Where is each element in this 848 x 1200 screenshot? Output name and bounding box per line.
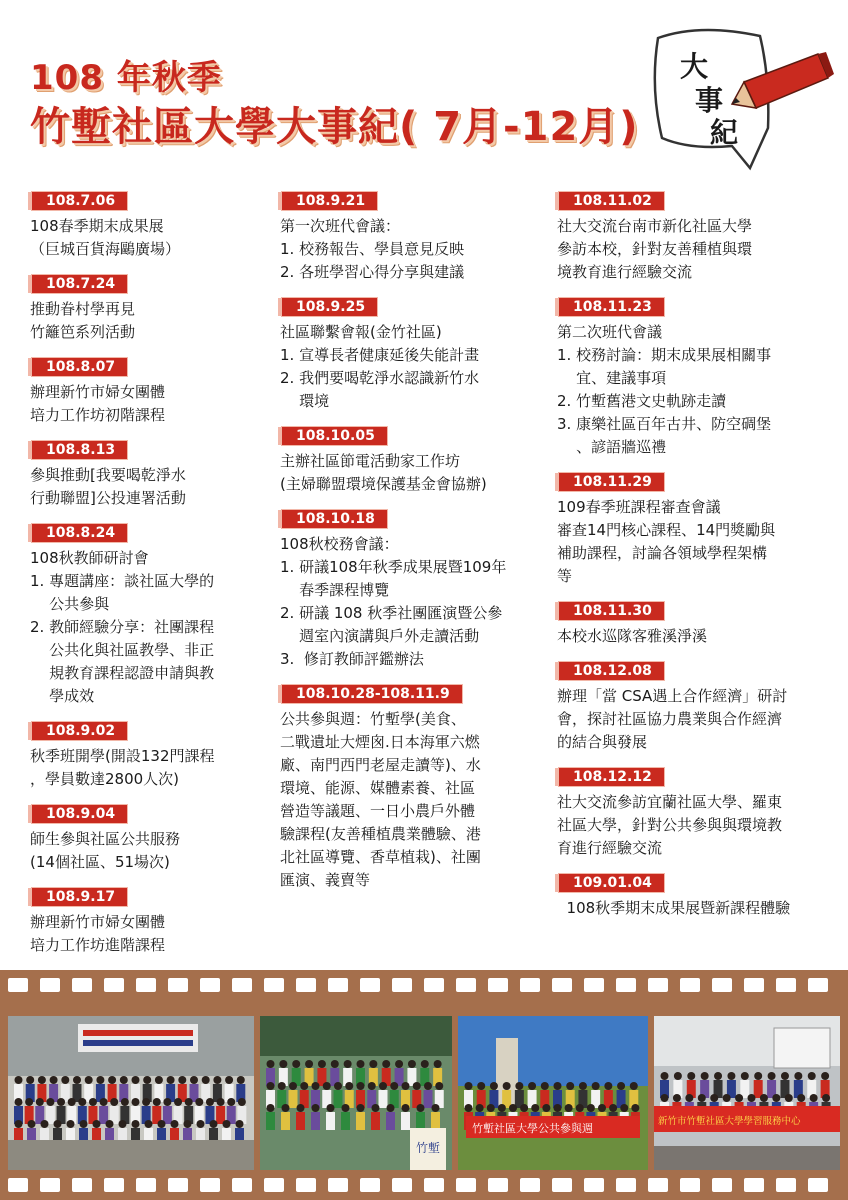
- timeline-entry: [30, 886, 290, 957]
- date-label: 108.10.18: [282, 510, 387, 528]
- date-label: 108.11.29: [559, 473, 664, 491]
- film-hole: [488, 978, 508, 992]
- film-hole: [680, 1178, 700, 1192]
- film-hole: [584, 1178, 604, 1192]
- date-label: 108.11.30: [559, 602, 664, 620]
- film-hole: [776, 978, 796, 992]
- entry-text-line: 3. 康樂社區百年古井、防空碉堡: [557, 415, 772, 433]
- film-hole: [552, 978, 572, 992]
- entry-text-line: 境教育進行經驗交流: [557, 263, 693, 281]
- entry-text-line: 公共參與週：竹塹學(美食、: [280, 710, 466, 728]
- entry-text-line: 培力工作坊初階課程: [30, 406, 166, 424]
- film-hole: [328, 1178, 348, 1192]
- film-hole: [200, 978, 220, 992]
- entry-text-line: 參與推動[我要喝乾淨水: [30, 466, 186, 484]
- entry-text-line: (14個社區、51場次): [30, 853, 170, 871]
- photo-service-center: [654, 1016, 840, 1170]
- film-hole: [232, 978, 252, 992]
- film-hole: [264, 978, 284, 992]
- entry-text-line: 的結合與發展: [557, 733, 648, 751]
- timeline-entry: [280, 425, 550, 496]
- date-label: 108.12.08: [559, 662, 664, 680]
- film-hole: [456, 978, 476, 992]
- film-hole: [8, 1178, 28, 1192]
- entry-text-line: 2. 研議 108 秋季社團匯演暨公參: [280, 604, 503, 622]
- film-hole: [360, 978, 380, 992]
- entry-text-line: 宜、建議事項: [557, 369, 667, 387]
- timeline-entry: [30, 720, 290, 791]
- film-hole: [104, 978, 124, 992]
- film-hole: [40, 1178, 60, 1192]
- film-hole: [392, 978, 412, 992]
- entry-text-line: 本校水巡隊客雅溪淨溪: [557, 627, 708, 645]
- film-hole: [584, 978, 604, 992]
- film-hole: [456, 1178, 476, 1192]
- badge-char-1: 大: [680, 50, 709, 83]
- entry-text-line: 週室內演講與戶外走讀活動: [280, 627, 480, 645]
- entry-text-line: 社大交流台南市新化社區大學: [557, 217, 753, 235]
- photo-community-event: [260, 1016, 452, 1170]
- timeline-column-2: [280, 190, 550, 904]
- film-hole: [296, 1178, 316, 1192]
- film-hole: [648, 1178, 668, 1192]
- timeline-entry: [557, 190, 827, 284]
- entry-text-line: 2. 竹塹舊港文史軌跡走讀: [557, 392, 727, 410]
- date-label: 109.01.04: [559, 874, 664, 892]
- film-hole: [712, 1178, 732, 1192]
- timeline-entry: [557, 766, 827, 860]
- entry-text-line: 行動聯盟]公投連署活動: [30, 489, 186, 507]
- entry-text-line: 辦理「當 CSA遇上合作經濟」研討: [557, 687, 788, 705]
- film-hole: [232, 1178, 252, 1192]
- pencil-badge-icon: [640, 18, 840, 188]
- entry-text-line: 培力工作坊進階課程: [30, 936, 166, 954]
- date-label: 108.7.24: [32, 275, 127, 293]
- timeline-entry: [280, 683, 550, 892]
- entry-text-line: 北社區導覽、香草植栽)、社團: [280, 848, 481, 866]
- film-hole: [296, 978, 316, 992]
- entry-text-line: 1. 校務討論：期末成果展相關事: [557, 346, 772, 364]
- timeline-entry: [30, 356, 290, 427]
- badge-char-2: 事: [695, 84, 724, 117]
- title-line-2: 竹塹社區大學大事紀( 7月-12月): [30, 104, 639, 150]
- timeline-column-1: [30, 190, 290, 969]
- timeline-entry: [30, 273, 290, 344]
- photo-4-banner: 新竹市竹塹社區大學學習服務中心: [658, 1116, 801, 1127]
- date-label: 108.9.17: [32, 888, 127, 906]
- entry-text-line: 營造等議題、一日小農戶外體: [280, 802, 476, 820]
- timeline-entry: [30, 190, 290, 261]
- film-hole: [392, 1178, 412, 1192]
- film-hole: [808, 978, 828, 992]
- badge-graphic: [640, 18, 840, 188]
- film-hole: [744, 978, 764, 992]
- entry-text-line: 會，探討社區協力農業與合作經濟: [557, 710, 783, 728]
- entry-text-line: 環境、能源、媒體素養、社區: [280, 779, 476, 797]
- entry-text-line: 2. 教師經驗分享：社團課程: [30, 618, 215, 636]
- film-hole: [360, 1178, 380, 1192]
- entry-text-line: 驗課程(友善種植農業體驗、港: [280, 825, 481, 843]
- timeline-entry: [280, 508, 550, 671]
- date-label: 108.9.04: [32, 805, 127, 823]
- timeline-column-3: [557, 190, 827, 932]
- film-hole: [264, 1178, 284, 1192]
- date-label: 108.11.02: [559, 192, 664, 210]
- entry-text-line: 秋季班開學(開設132門課程: [30, 747, 215, 765]
- entry-text-line: ，學員數達2800人次): [30, 770, 180, 788]
- entry-text-line: 補助課程，討論各領域學程架構: [557, 544, 768, 562]
- entry-text-line: 師生參與社區公共服務: [30, 830, 181, 848]
- date-label: 108.11.23: [559, 298, 664, 316]
- film-hole: [136, 978, 156, 992]
- timeline-entry: [557, 600, 827, 648]
- date-label: 108.7.06: [32, 192, 127, 210]
- entry-text-line: 108秋教師研討會: [30, 549, 149, 567]
- entry-text-line: 參訪本校，針對友善種植與環: [557, 240, 753, 258]
- date-label: 108.9.21: [282, 192, 377, 210]
- film-hole: [744, 1178, 764, 1192]
- photo-group-teachers: [8, 1016, 254, 1170]
- date-label: 108.9.02: [32, 722, 127, 740]
- date-label: 108.8.24: [32, 524, 127, 542]
- film-hole: [104, 1178, 124, 1192]
- film-hole: [424, 978, 444, 992]
- timeline-entry: [30, 522, 290, 708]
- entry-text-line: 社區大學，針對公共參與與環境教: [557, 816, 783, 834]
- entry-text-line: (主婦聯盟環境保護基金會協辦): [280, 475, 487, 493]
- film-hole: [680, 978, 700, 992]
- film-hole: [520, 1178, 540, 1192]
- entry-text-line: 108秋季期末成果展暨新課程體驗: [557, 899, 791, 917]
- entry-text-line: 社區聯繫會報(金竹社區): [280, 323, 442, 341]
- film-hole: [72, 1178, 92, 1192]
- entry-text-line: 2. 各班學習心得分享與建議: [280, 263, 465, 281]
- entry-text-line: 108秋校務會議：: [280, 535, 399, 553]
- film-hole: [168, 978, 188, 992]
- entry-text-line: 3. 修訂教師評鑑辦法: [280, 650, 424, 668]
- timeline-entry: [280, 190, 550, 284]
- entry-text-line: 1. 宣導長者健康延後失能計畫: [280, 346, 480, 364]
- entry-text-line: 第一次班代會議：: [280, 217, 401, 235]
- entry-text-line: 辦理新竹市婦女團體: [30, 913, 166, 931]
- badge-char-3: 紀: [710, 116, 739, 149]
- entry-text-line: 、諺語牆巡禮: [557, 438, 667, 456]
- entry-text-line: 108春季期末成果展: [30, 217, 164, 235]
- entry-text-line: 春季課程博覽: [280, 581, 390, 599]
- film-hole: [616, 978, 636, 992]
- film-hole: [776, 1178, 796, 1192]
- timeline-entry: [280, 296, 550, 413]
- date-label: 108.10.28-108.11.9: [282, 685, 462, 703]
- film-hole: [808, 1178, 828, 1192]
- film-hole: [40, 978, 60, 992]
- entry-text-line: 等: [557, 567, 573, 585]
- timeline-entry: [30, 439, 290, 510]
- film-hole: [72, 978, 92, 992]
- entry-text-line: 第二次班代會議: [557, 323, 663, 341]
- film-hole: [552, 1178, 572, 1192]
- date-label: 108.8.07: [32, 358, 127, 376]
- entry-text-line: 環境: [280, 392, 330, 410]
- entry-text-line: 育進行經驗交流: [557, 839, 663, 857]
- entry-text-line: 學成效: [30, 687, 95, 705]
- film-hole: [712, 978, 732, 992]
- film-hole: [168, 1178, 188, 1192]
- timeline-entry: [557, 296, 827, 459]
- timeline-entry: [30, 803, 290, 874]
- entry-text-line: 1. 專題講座：談社區大學的: [30, 572, 215, 590]
- entry-text-line: 1. 校務報告、學員意見反映: [280, 240, 465, 258]
- entry-text-line: 公共化與社區教學、非正: [30, 641, 215, 659]
- film-hole: [8, 978, 28, 992]
- entry-text-line: 廠、南門西門老屋走讀等)、水: [280, 756, 481, 774]
- photo-public-week: [458, 1016, 648, 1170]
- entry-text-line: 竹籬笆系列活動: [30, 323, 136, 341]
- film-hole: [200, 1178, 220, 1192]
- entry-text-line: 推動眷村學再見: [30, 300, 136, 318]
- title-line-1: 108 年秋季: [30, 58, 222, 98]
- photo-2-banner: 竹塹: [416, 1141, 441, 1155]
- entry-text-line: 審查14門核心課程、14門獎勵與: [557, 521, 776, 539]
- date-label: 108.10.05: [282, 427, 387, 445]
- film-hole: [520, 978, 540, 992]
- entry-text-line: 辦理新竹市婦女團體: [30, 383, 166, 401]
- entry-text-line: 109春季班課程審查會議: [557, 498, 721, 516]
- date-label: 108.9.25: [282, 298, 377, 316]
- entry-text-line: 2. 我們要喝乾淨水認識新竹水: [280, 369, 480, 387]
- film-hole: [328, 978, 348, 992]
- film-holes-bottom: [0, 1176, 848, 1194]
- date-label: 108.12.12: [559, 768, 664, 786]
- entry-text-line: 二戰遺址大煙囪.日本海軍六燃: [280, 733, 480, 751]
- film-hole: [136, 1178, 156, 1192]
- entry-text-line: 1. 研議108年秋季成果展暨109年: [280, 558, 507, 576]
- film-holes-top: [0, 976, 848, 994]
- timeline-entry: [557, 660, 827, 754]
- entry-text-line: （巨城百貨海鷗廣場）: [30, 240, 181, 258]
- entry-text-line: 社大交流參訪宜蘭社區大學、羅東: [557, 793, 783, 811]
- entry-text-line: 規教育課程認證申請與教: [30, 664, 215, 682]
- film-hole: [488, 1178, 508, 1192]
- photo-3-banner: 竹塹社區大學公共參與週: [472, 1122, 593, 1135]
- film-hole: [616, 1178, 636, 1192]
- entry-text-line: 主辦社區節電活動家工作坊: [280, 452, 461, 470]
- timeline-entry: [557, 872, 827, 920]
- timeline-entry: [557, 471, 827, 588]
- film-hole: [424, 1178, 444, 1192]
- film-hole: [648, 978, 668, 992]
- entry-text-line: 匯演、義賣等: [280, 871, 371, 889]
- date-label: 108.8.13: [32, 441, 127, 459]
- entry-text-line: 公共參與: [30, 595, 110, 613]
